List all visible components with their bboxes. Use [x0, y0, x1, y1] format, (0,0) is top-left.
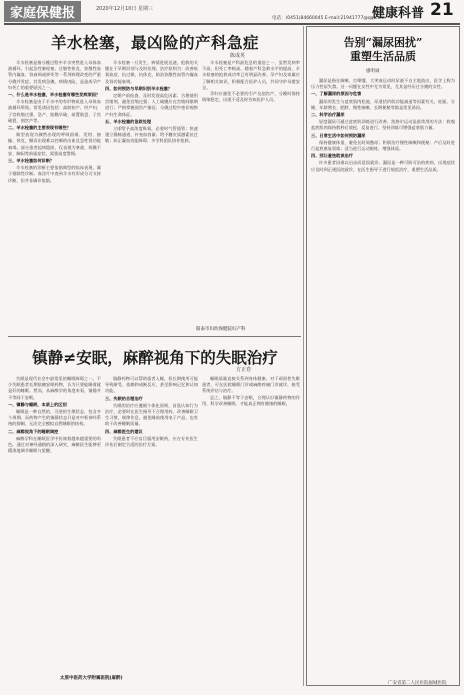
- article2-column-3: [202, 376, 300, 672]
- paragraph: 羊水栓塞一旦发生，病情进展迅速，抢救的关键在于早期识别与及时处理。治疗原则为：改善低氧血症、抗过敏、抗休克、防治弥散性血管内凝血及肾功能衰竭。: [105, 60, 198, 84]
- paragraph: 失眠患者不应盲目服用安眠药，应在专业医生评估后制定合适的治疗方案。: [105, 435, 198, 448]
- sidebar-title-line: 告别“漏尿困扰”: [343, 36, 423, 49]
- paragraph: 睡眠质量直接关系到身体健康。对于顽固性失眠患者，可在医院睡眠门诊或麻醉疼痛门诊就诊，接受系统评估与治疗。: [202, 376, 300, 394]
- paragraph: 睡眠是一种自然的、可逆的生理状态，包含多个周期。而药物产生的镇静状态只是对中枢神经系统的抑制，无法完全模拟自然睡眠的结构。: [8, 409, 101, 427]
- sidebar-credit: 广安省第二人民医院福城医院: [388, 681, 447, 686]
- article1-title: 羊水栓塞，最凶险的产科急症: [50, 33, 259, 52]
- paragraph: 保持健康体重，避免长时间憋尿；积极治疗慢性咳嗽和便秘；产后及时进行盆底康复训练；适当进行运动锻炼，增强体质。: [311, 139, 455, 152]
- article2-column-2: [105, 376, 198, 672]
- subheading: 一、什么是羊水栓塞，羊水栓塞有哪些发病原因？: [8, 92, 101, 98]
- sidebar-title: [306, 36, 460, 64]
- page-number: 21: [430, 0, 454, 20]
- paragraph: 羊水栓塞是由于羊水中的有形物质进入母体血液循环所致。常见诱因包括：高龄初产、经产妇、子宫收缩过强、急产、胎膜早破、前置胎盘、子宫破裂、剖宫产等。: [8, 99, 101, 123]
- subheading: 二、麻醉视角下的睡眠调控: [8, 428, 59, 434]
- article1-author: 陈成英: [230, 53, 246, 59]
- page-header: [0, 0, 464, 24]
- subheading: 三、日常生活中如何预防漏尿: [311, 132, 366, 138]
- article1-column-3: [202, 60, 300, 322]
- subheading: 四、别让羞怯耽误治疗: [311, 153, 353, 159]
- paragraph: 麻醉学科在睡眠医学中扮演着越来越重要的角色。通过对神经通路的深入研究，麻醉医生能够更精准地调节睡眠与觉醒。: [8, 435, 101, 454]
- subheading: 三、羊水栓塞如何诊断？: [8, 158, 55, 164]
- contact-info: 电话：(0451)84660045 E-mail:21941777@qq.com: [272, 16, 385, 21]
- paragraph: 轻度漏尿可通过盆底肌训练进行改善。凯格尔运动是最常用的方法：收缩盆底肌肉保持数秒后放松，反复进行。坚持训练可增强盆底肌力量。: [311, 119, 455, 131]
- issue-date: 2020年12月10日 星期三: [96, 6, 154, 12]
- paragraph: 漏尿的发生与盆底肌肉松弛、尿道括约肌功能减退等因素有关。妊娠、分娩、年龄增长、肥胖、慢性咳嗽、长期便秘等都是常见诱因。: [311, 98, 455, 110]
- article1-column-2: [105, 60, 198, 322]
- paragraph: 羊水栓塞的诊断主要依据典型的临床表现，属于排除性诊断。血涂片中查到羊水有形成分可支持诊断，但并非确诊依据。: [8, 165, 101, 183]
- article1-credit: 阳泰市妇幼保健院妇产科: [196, 327, 246, 332]
- subheading: 二、科学治疗漏尿: [311, 112, 345, 118]
- subheading: 二、羊水栓塞的主要表现有哪些？: [8, 125, 71, 131]
- paragraph: 总之，镇静不等于安眠，合理认识镇静药物的作用，科学改善睡眠，才能真正拥有健康的睡眠。: [202, 394, 300, 406]
- subheading: 四、如何预防与早期识别羊水栓塞？: [105, 85, 173, 91]
- sidebar-column: [311, 78, 455, 676]
- header-rule: [4, 23, 460, 25]
- paragraph: 失眠是现代社会中最常见的睡眠障碍之一。不少失眠患者长期依赖安眠药物，认为只要能睡着就是好的睡眠。然而，从麻醉学的角度来看，镇静并不等同于安眠。: [8, 376, 101, 400]
- sidebar-author: 廖明诚: [366, 69, 380, 74]
- newspaper-name: 家庭保健报: [4, 1, 81, 22]
- paragraph: 漏尿是指在咳嗽、打喷嚏、大笑或运动时尿液不自主地流出，医学上称为压力性尿失禁。这一问题在女性中尤为常见，尤其是经历过分娩的女性。: [311, 78, 455, 90]
- subheading: 一、了解漏尿的原因与危害: [311, 91, 362, 97]
- paragraph: 定期产前检查，及时发现高危因素；合理使用宫缩剂，避免宫缩过强；人工破膜应在宫缩间歇期进行；严格掌握剖宫产指征；分娩过程中密切观察产妇生命体征。: [105, 93, 198, 117]
- paragraph: 羊水栓塞是产科最危急的重症之一，虽然发病率不高，但死亡率极高。随着产科急救水平的提高，羊水栓塞的抢救成功率已有明显改善。孕产妇及家属应了解相关知识，积极配合医护人员，共同守护母婴安全。: [202, 60, 300, 90]
- subheading: 五、羊水栓塞的急救处理: [105, 118, 152, 124]
- paragraph: 孕妇应避免不必要的引产及剖宫产，分娩时保持情绪稳定，出现不适及时告知医护人员。: [202, 91, 300, 103]
- column-divider: [303, 26, 304, 686]
- paragraph: 许多患者因难以启齿而延误就诊。漏尿是一种可防可治的疾病，出现症状应及时到正规医院就诊，在医生指导下进行规范治疗，重塑生活品质。: [311, 160, 455, 172]
- sidebar-title-line: 重塑生活品质: [350, 50, 416, 63]
- article1-column-1: [8, 60, 101, 322]
- paragraph: 典型表现为骤然出现的呼吸困难、发绀、抽搐、休克，继而出现难以控制的出血及急性肾功能衰竭。部分患者起病隐匿，仅表现为寒战、烦躁不安、胸闷等前驱症状，需要高度警惕。: [8, 132, 101, 156]
- section-title: 健康科普: [372, 6, 425, 21]
- article2-author: 方正卷: [236, 367, 252, 373]
- paragraph: 镇静药物可以帮助患者入睡，但长期使用可能导致耐受、依赖和戒断反应，甚至影响记忆和认知功能。: [105, 376, 198, 394]
- article-divider: [8, 336, 301, 337]
- article2-title: 镇静≠安眠，麻醉视角下的失眠治疗: [32, 348, 278, 367]
- paragraph: 立即给予高浓度吸氧，必要时气管插管；快速建立静脉通道，补充血容量；给予糖皮质激素抗过敏；纠正凝血功能障碍；多学科团队协作抢救。: [105, 126, 198, 144]
- subheading: 一、镇静与睡眠，本质上的区别: [8, 401, 67, 407]
- paragraph: 失眠的治疗应遵循个体化原则，首选认知行为治疗，必要时在医生指导下合理用药。改善睡眠卫生习惯，规律作息，避免睡前使用电子产品，也有助于改善睡眠质量。: [105, 402, 198, 427]
- paragraph: 羊水栓塞是指分娩过程中羊水突然进入母体血液循环，引起急性肺栓塞、过敏性休克、弥散性血管内凝血、肾衰竭或猝死等一系列病理改变的严重分娩并发症。其发病急骤，病情凶险，是造成孕产妇死亡的重要原因之一。: [8, 60, 101, 90]
- subheading: 三、失眠的合理治疗: [105, 395, 143, 401]
- article2-column-1: [8, 376, 101, 672]
- subheading: 四、麻醉医生的建议: [105, 428, 143, 434]
- article2-credit: 太原中医药大学附属医院(麻醉): [60, 676, 123, 681]
